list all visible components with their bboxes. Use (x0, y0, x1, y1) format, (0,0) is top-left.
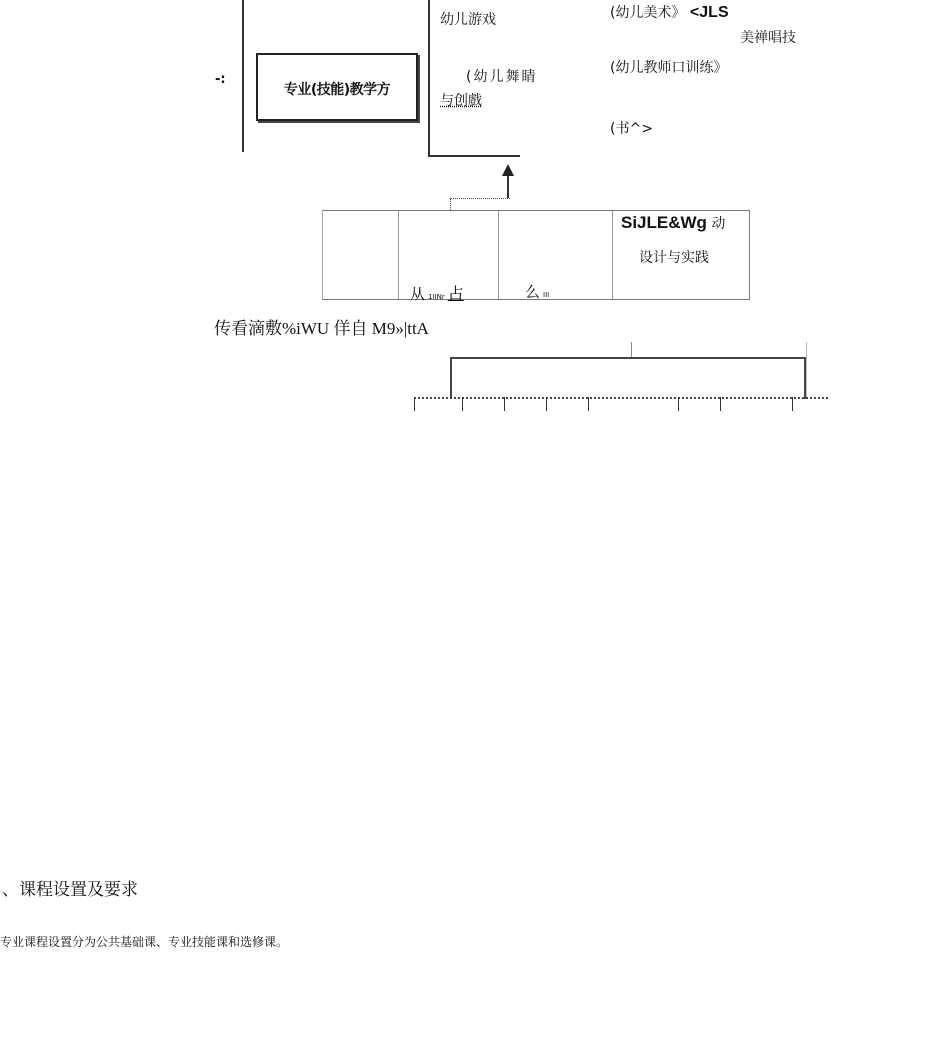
col2-item-writing: (书^> (610, 121, 653, 137)
lower-tick-1 (414, 397, 415, 411)
table-cell-4-bold: SiJLE&Wg (621, 213, 707, 232)
col1-bracket-bottom (428, 155, 520, 157)
col1-item-dance-b: 与创戲 (440, 93, 482, 109)
arrow-shaft (507, 174, 509, 198)
table-cell-2-text (410, 281, 464, 304)
lower-tick-5 (588, 397, 589, 411)
lower-tick-4 (546, 397, 547, 411)
col2-item-art-code: <JLS (689, 4, 729, 21)
lower-tick-2 (462, 397, 463, 411)
lower-tick-7 (720, 397, 721, 411)
lower-bracket (450, 357, 806, 399)
table-cell-3-text (525, 281, 549, 302)
table-divider-3 (612, 211, 613, 299)
lower-tick-8 (792, 397, 793, 411)
left-mark: -: (215, 72, 226, 87)
teaching-box-label: 专业(技能)教学方 (283, 82, 391, 98)
lower-baseline (414, 397, 828, 399)
col1-bracket-vertical (428, 0, 430, 156)
lower-tick-6 (678, 397, 679, 411)
course-table (322, 210, 750, 303)
arrow-connector-left (450, 198, 451, 210)
table-cell-3-small: III (543, 291, 550, 299)
col2-item-singing: 美禅唱技 (740, 30, 796, 46)
table-cell-4-line2: 设计与实践 (639, 250, 709, 266)
arrow-up-icon (502, 164, 514, 176)
lower-tick-3 (504, 397, 505, 411)
lower-right-edge (806, 342, 807, 398)
section-heading: 、课程设置及要求 (2, 880, 138, 900)
diagram-caption: 传看滴敷%iWU 佯自 M9»|ttA (214, 319, 429, 338)
lower-stem (631, 342, 632, 358)
table-divider-1 (398, 211, 399, 299)
table-cell-2-small: 1IINr (428, 293, 445, 301)
table-cell-3-main: 么 (525, 283, 541, 301)
arrow-connector (450, 198, 510, 199)
teaching-box (256, 53, 418, 121)
table-cell-4-line1 (621, 213, 725, 233)
col2-item-art (610, 2, 729, 22)
table-cell-2-tail: 占 (447, 284, 464, 303)
col1-item-games: 幼儿游戏 (440, 12, 496, 28)
table-cell-4-tail: 动 (711, 216, 726, 232)
table-cell-2-main: 从 (410, 285, 426, 303)
col2-item-oral: (幼儿教师口训练》 (610, 60, 728, 76)
col1-item-dance-a: (幼儿舞睛 (466, 69, 538, 85)
table-divider-2 (498, 211, 499, 299)
left-bracket-line (242, 0, 244, 152)
col2-item-art-label: (幼儿美术》 (610, 5, 686, 21)
section-body: 专业课程设置分为公共基础课、专业技能课和选修课。 (0, 935, 289, 949)
